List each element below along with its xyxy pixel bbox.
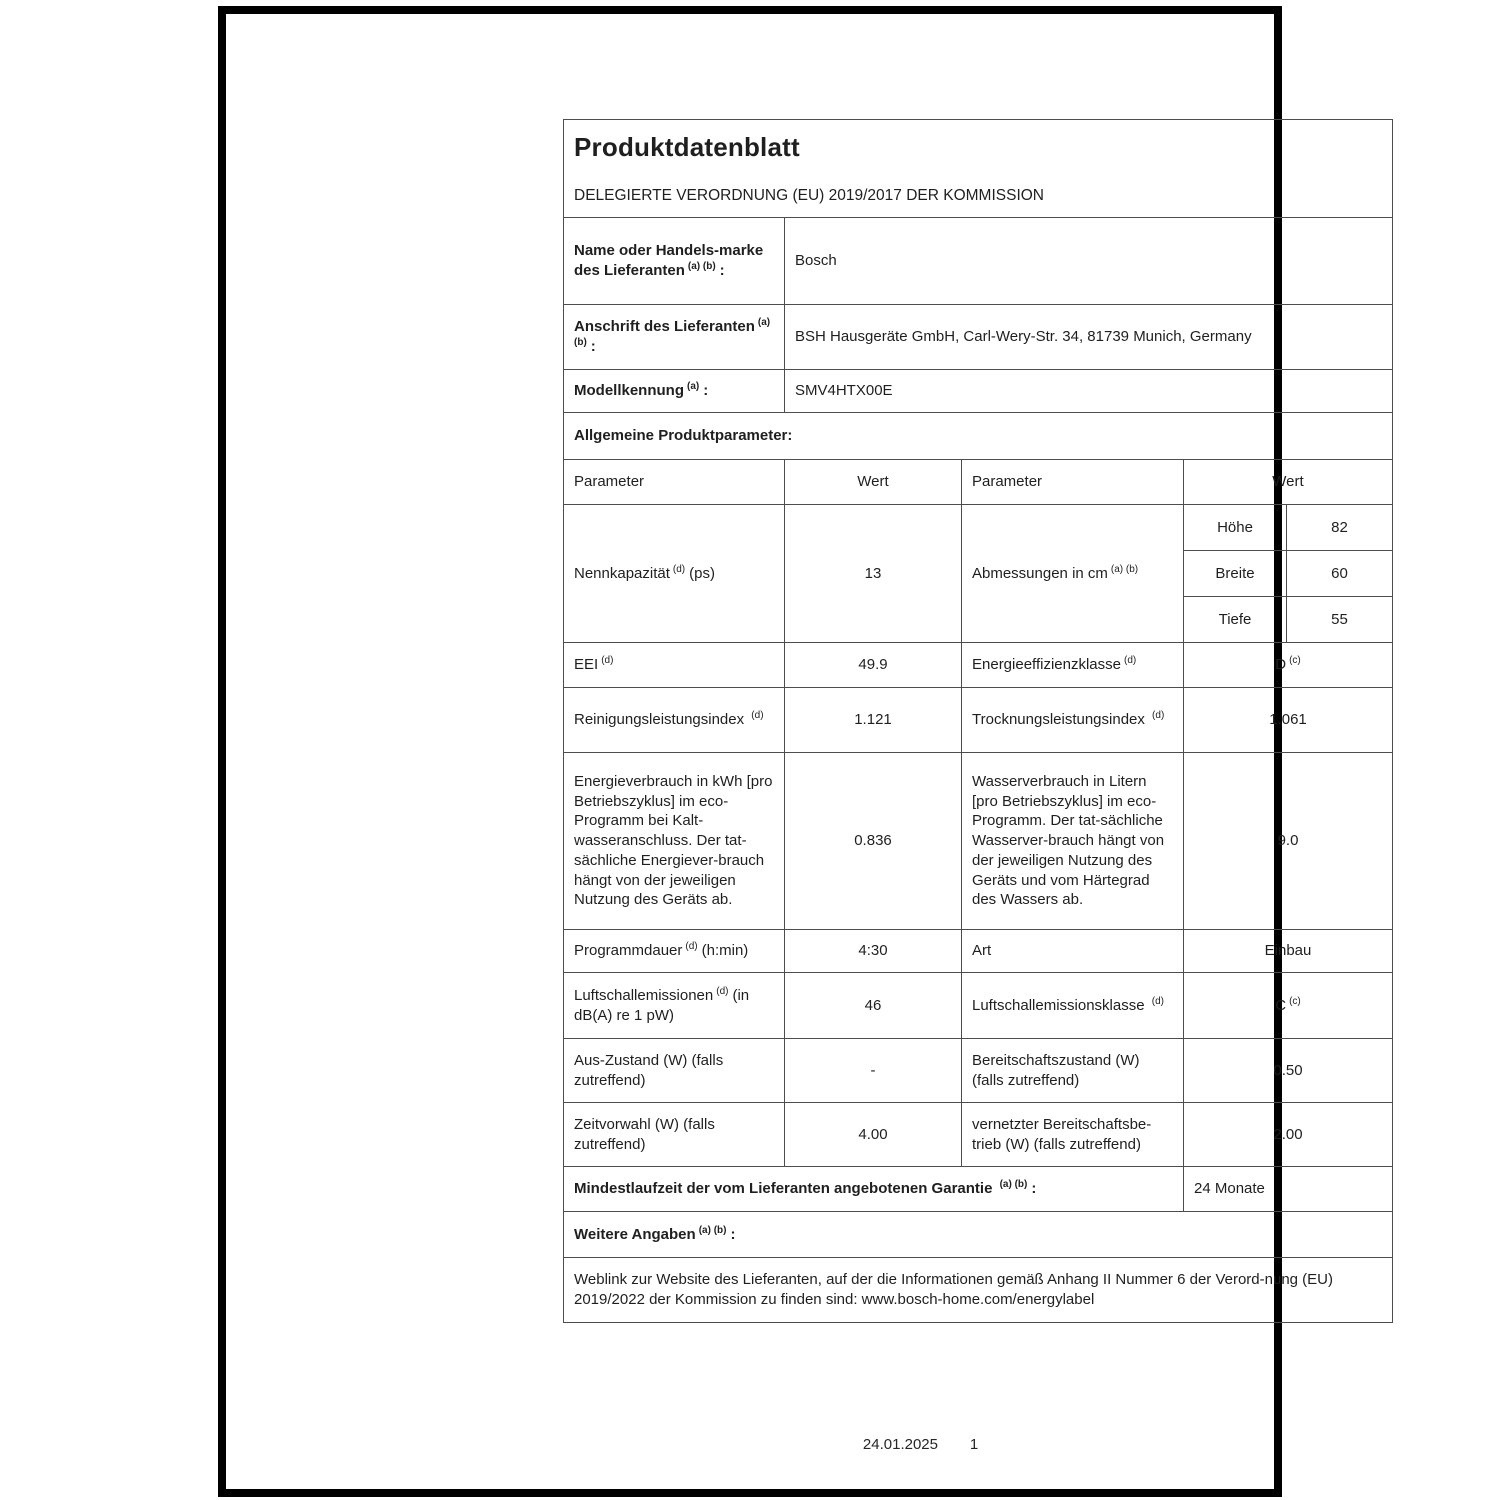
section-heading: Allgemeine Produktparameter: bbox=[564, 413, 1393, 460]
energy-class-value bbox=[1184, 643, 1393, 688]
supplier-address-label bbox=[564, 305, 785, 370]
supplier-name-row bbox=[564, 218, 1393, 305]
footnote-marker: (a) (b) bbox=[574, 317, 771, 348]
guarantee-label bbox=[564, 1167, 1184, 1212]
supplier-address-row bbox=[564, 305, 1393, 370]
cleaning-index-value: 1.121 bbox=[785, 688, 962, 753]
footnote-marker: (c) bbox=[1289, 995, 1301, 1007]
label-text: EEI bbox=[574, 656, 599, 674]
delay-start-label: Zeitvorwahl (W) (falls zutreffend) bbox=[564, 1103, 785, 1167]
eei-row bbox=[564, 643, 1393, 688]
col-header-wert-2: Wert bbox=[1184, 460, 1393, 505]
type-value: Einbau bbox=[1184, 930, 1393, 973]
off-mode-value: - bbox=[785, 1039, 962, 1103]
label-unit: (h:min) bbox=[701, 942, 749, 960]
footnote-marker: (d) bbox=[601, 655, 614, 667]
product-datasheet-table bbox=[563, 119, 1393, 1323]
regulation-subtitle: DELEGIERTE VERORDNUNG (EU) 2019/2017 DER KOMMISSION bbox=[574, 187, 1045, 205]
drying-index-value: 1.061 bbox=[1184, 688, 1393, 753]
page-number: 1 bbox=[969, 1436, 979, 1453]
water-consumption-label: Wasserverbrauch in Litern [pro Betriebszyklus] im eco-Programm. Der tat-sächliche Wasserver-brauch hängt von der jeweiligen Nutzung des Geräts und vom Härtegrad des Wassers ab. bbox=[962, 753, 1184, 930]
label-colon: : bbox=[1031, 1180, 1037, 1198]
col-header-parameter-2: Parameter bbox=[962, 460, 1184, 505]
label-colon: : bbox=[703, 382, 709, 400]
footnote-marker: (d) bbox=[1123, 655, 1137, 667]
off-mode-label: Aus-Zustand (W) (falls zutreffend) bbox=[564, 1039, 785, 1103]
footnote-marker: (d) bbox=[685, 941, 698, 953]
eei-label bbox=[564, 643, 785, 688]
dimensions-label bbox=[962, 505, 1184, 643]
label-unit: (ps) bbox=[689, 564, 715, 582]
noise-class-label bbox=[962, 973, 1184, 1039]
footnote-marker: (c) bbox=[1289, 655, 1301, 667]
title-cell bbox=[564, 120, 1393, 218]
value-text: C bbox=[1275, 996, 1287, 1014]
label-text: Anschrift des Lieferanten bbox=[574, 318, 755, 336]
further-info-label bbox=[564, 1212, 1393, 1258]
label-text: Luftschallemissionen bbox=[574, 986, 714, 1004]
footnote-marker: (a) (b) bbox=[999, 1179, 1028, 1191]
model-row bbox=[564, 370, 1393, 413]
delay-networked-row bbox=[564, 1103, 1393, 1167]
delay-start-value: 4.00 bbox=[785, 1103, 962, 1167]
off-standby-row bbox=[564, 1039, 1393, 1103]
performance-index-row bbox=[564, 688, 1393, 753]
weblink-row bbox=[564, 1258, 1393, 1323]
dimension-name-hoehe: Höhe bbox=[1184, 505, 1287, 551]
label-text: Mindestlaufzeit der vom Lieferanten angebotenen Garantie bbox=[574, 1180, 993, 1198]
noise-label bbox=[564, 973, 785, 1039]
footnote-marker: (a) (b) bbox=[687, 261, 716, 272]
duration-label bbox=[564, 930, 785, 973]
footnote-marker: (d) bbox=[1152, 710, 1165, 722]
col-header-wert-1: Wert bbox=[785, 460, 962, 505]
page-title: Produktdatenblatt bbox=[574, 132, 800, 163]
supplier-name-label bbox=[564, 218, 785, 305]
dimension-value-hoehe: 82 bbox=[1287, 505, 1393, 551]
label-text: Luftschallemissionsklasse bbox=[972, 996, 1145, 1014]
standby-label: Bereitschaftszustand (W) (falls zutreffend) bbox=[962, 1039, 1184, 1103]
duration-value: 4:30 bbox=[785, 930, 962, 973]
label-colon: : bbox=[730, 1225, 736, 1243]
type-label: Art bbox=[962, 930, 1184, 973]
capacity-value: 13 bbox=[785, 505, 962, 643]
footnote-marker: (d) bbox=[672, 563, 686, 575]
drying-index-label bbox=[962, 688, 1184, 753]
guarantee-value: 24 Monate bbox=[1184, 1167, 1393, 1212]
label-text: Modellkennung bbox=[574, 382, 684, 400]
label-text: Nennkapazität bbox=[574, 564, 670, 582]
energy-consumption-label: Energieverbrauch in kWh [pro Betriebszyklus] im eco-Programm bei Kalt-wasseranschluss. Der tat-sächliche Energiever-brauch hängt von der jeweiligen Nutzung des Geräts ab. bbox=[564, 753, 785, 930]
dimension-name-breite: Breite bbox=[1184, 551, 1287, 597]
value-text: D bbox=[1275, 656, 1287, 674]
label-text: Programmdauer bbox=[574, 942, 683, 960]
title-row bbox=[564, 120, 1393, 218]
noise-value: 46 bbox=[785, 973, 962, 1039]
column-header-row bbox=[564, 460, 1393, 505]
energy-class-label bbox=[962, 643, 1184, 688]
consumption-row bbox=[564, 753, 1393, 930]
footnote-marker: (a) bbox=[687, 381, 700, 393]
water-consumption-value: 9.0 bbox=[1184, 753, 1393, 930]
dimension-name-tiefe: Tiefe bbox=[1184, 597, 1287, 643]
capacity-label bbox=[564, 505, 785, 643]
footnote-marker: (d) bbox=[716, 985, 729, 997]
eei-value: 49.9 bbox=[785, 643, 962, 688]
label-text: Energieeffizienzklasse bbox=[972, 656, 1121, 674]
networked-standby-value: 2.00 bbox=[1184, 1103, 1393, 1167]
noise-row bbox=[564, 973, 1393, 1039]
supplier-address-value: BSH Hausgeräte GmbH, Carl-Wery-Str. 34, 81739 Munich, Germany bbox=[785, 305, 1393, 370]
label-text: Name oder Handels-marke des Lieferanten bbox=[574, 242, 764, 279]
label-colon: : bbox=[719, 262, 725, 279]
footnote-marker: (a) (b) bbox=[698, 1224, 727, 1236]
cleaning-index-label bbox=[564, 688, 785, 753]
dimension-value-tiefe: 55 bbox=[1287, 597, 1393, 643]
col-header-parameter-1: Parameter bbox=[564, 460, 785, 505]
section-heading-row bbox=[564, 413, 1393, 460]
footnote-marker: (d) bbox=[751, 710, 764, 722]
label-text: Weitere Angaben bbox=[574, 1225, 696, 1243]
dimension-value-breite: 60 bbox=[1287, 551, 1393, 597]
further-info-row bbox=[564, 1212, 1393, 1258]
energy-consumption-value: 0.836 bbox=[785, 753, 962, 930]
networked-standby-label: vernetzter Bereitschaftsbe-trieb (W) (falls zutreffend) bbox=[962, 1103, 1184, 1167]
supplier-name-value: Bosch bbox=[785, 218, 1393, 305]
footnote-marker: (d) bbox=[1151, 995, 1164, 1007]
label-text: Abmessungen in cm bbox=[972, 564, 1108, 582]
label-text: Reinigungsleistungsindex bbox=[574, 711, 745, 729]
document-page bbox=[218, 6, 1348, 1497]
label-unit: (in dB(A) re 1 pW) bbox=[574, 986, 750, 1024]
noise-class-value bbox=[1184, 973, 1393, 1039]
standby-value: 0.50 bbox=[1184, 1039, 1393, 1103]
footer-date: 24.01.2025 bbox=[862, 1436, 938, 1453]
model-label bbox=[564, 370, 785, 413]
duration-type-row bbox=[564, 930, 1393, 973]
footnote-marker: (a) (b) bbox=[1110, 563, 1139, 575]
model-value: SMV4HTX00E bbox=[785, 370, 1393, 413]
label-text: Trocknungsleistungsindex bbox=[972, 711, 1145, 729]
label-colon: : bbox=[590, 338, 596, 355]
weblink-text: Weblink zur Website des Lieferanten, auf der die Informationen gemäß Anhang II Nummer 6 der Verord-nung (EU) 2019/2022 der Kommission zu finden sind: www.bosch-home.com/energylabel bbox=[564, 1258, 1393, 1323]
guarantee-row bbox=[564, 1167, 1393, 1212]
capacity-dimensions-row-1 bbox=[564, 505, 1393, 551]
